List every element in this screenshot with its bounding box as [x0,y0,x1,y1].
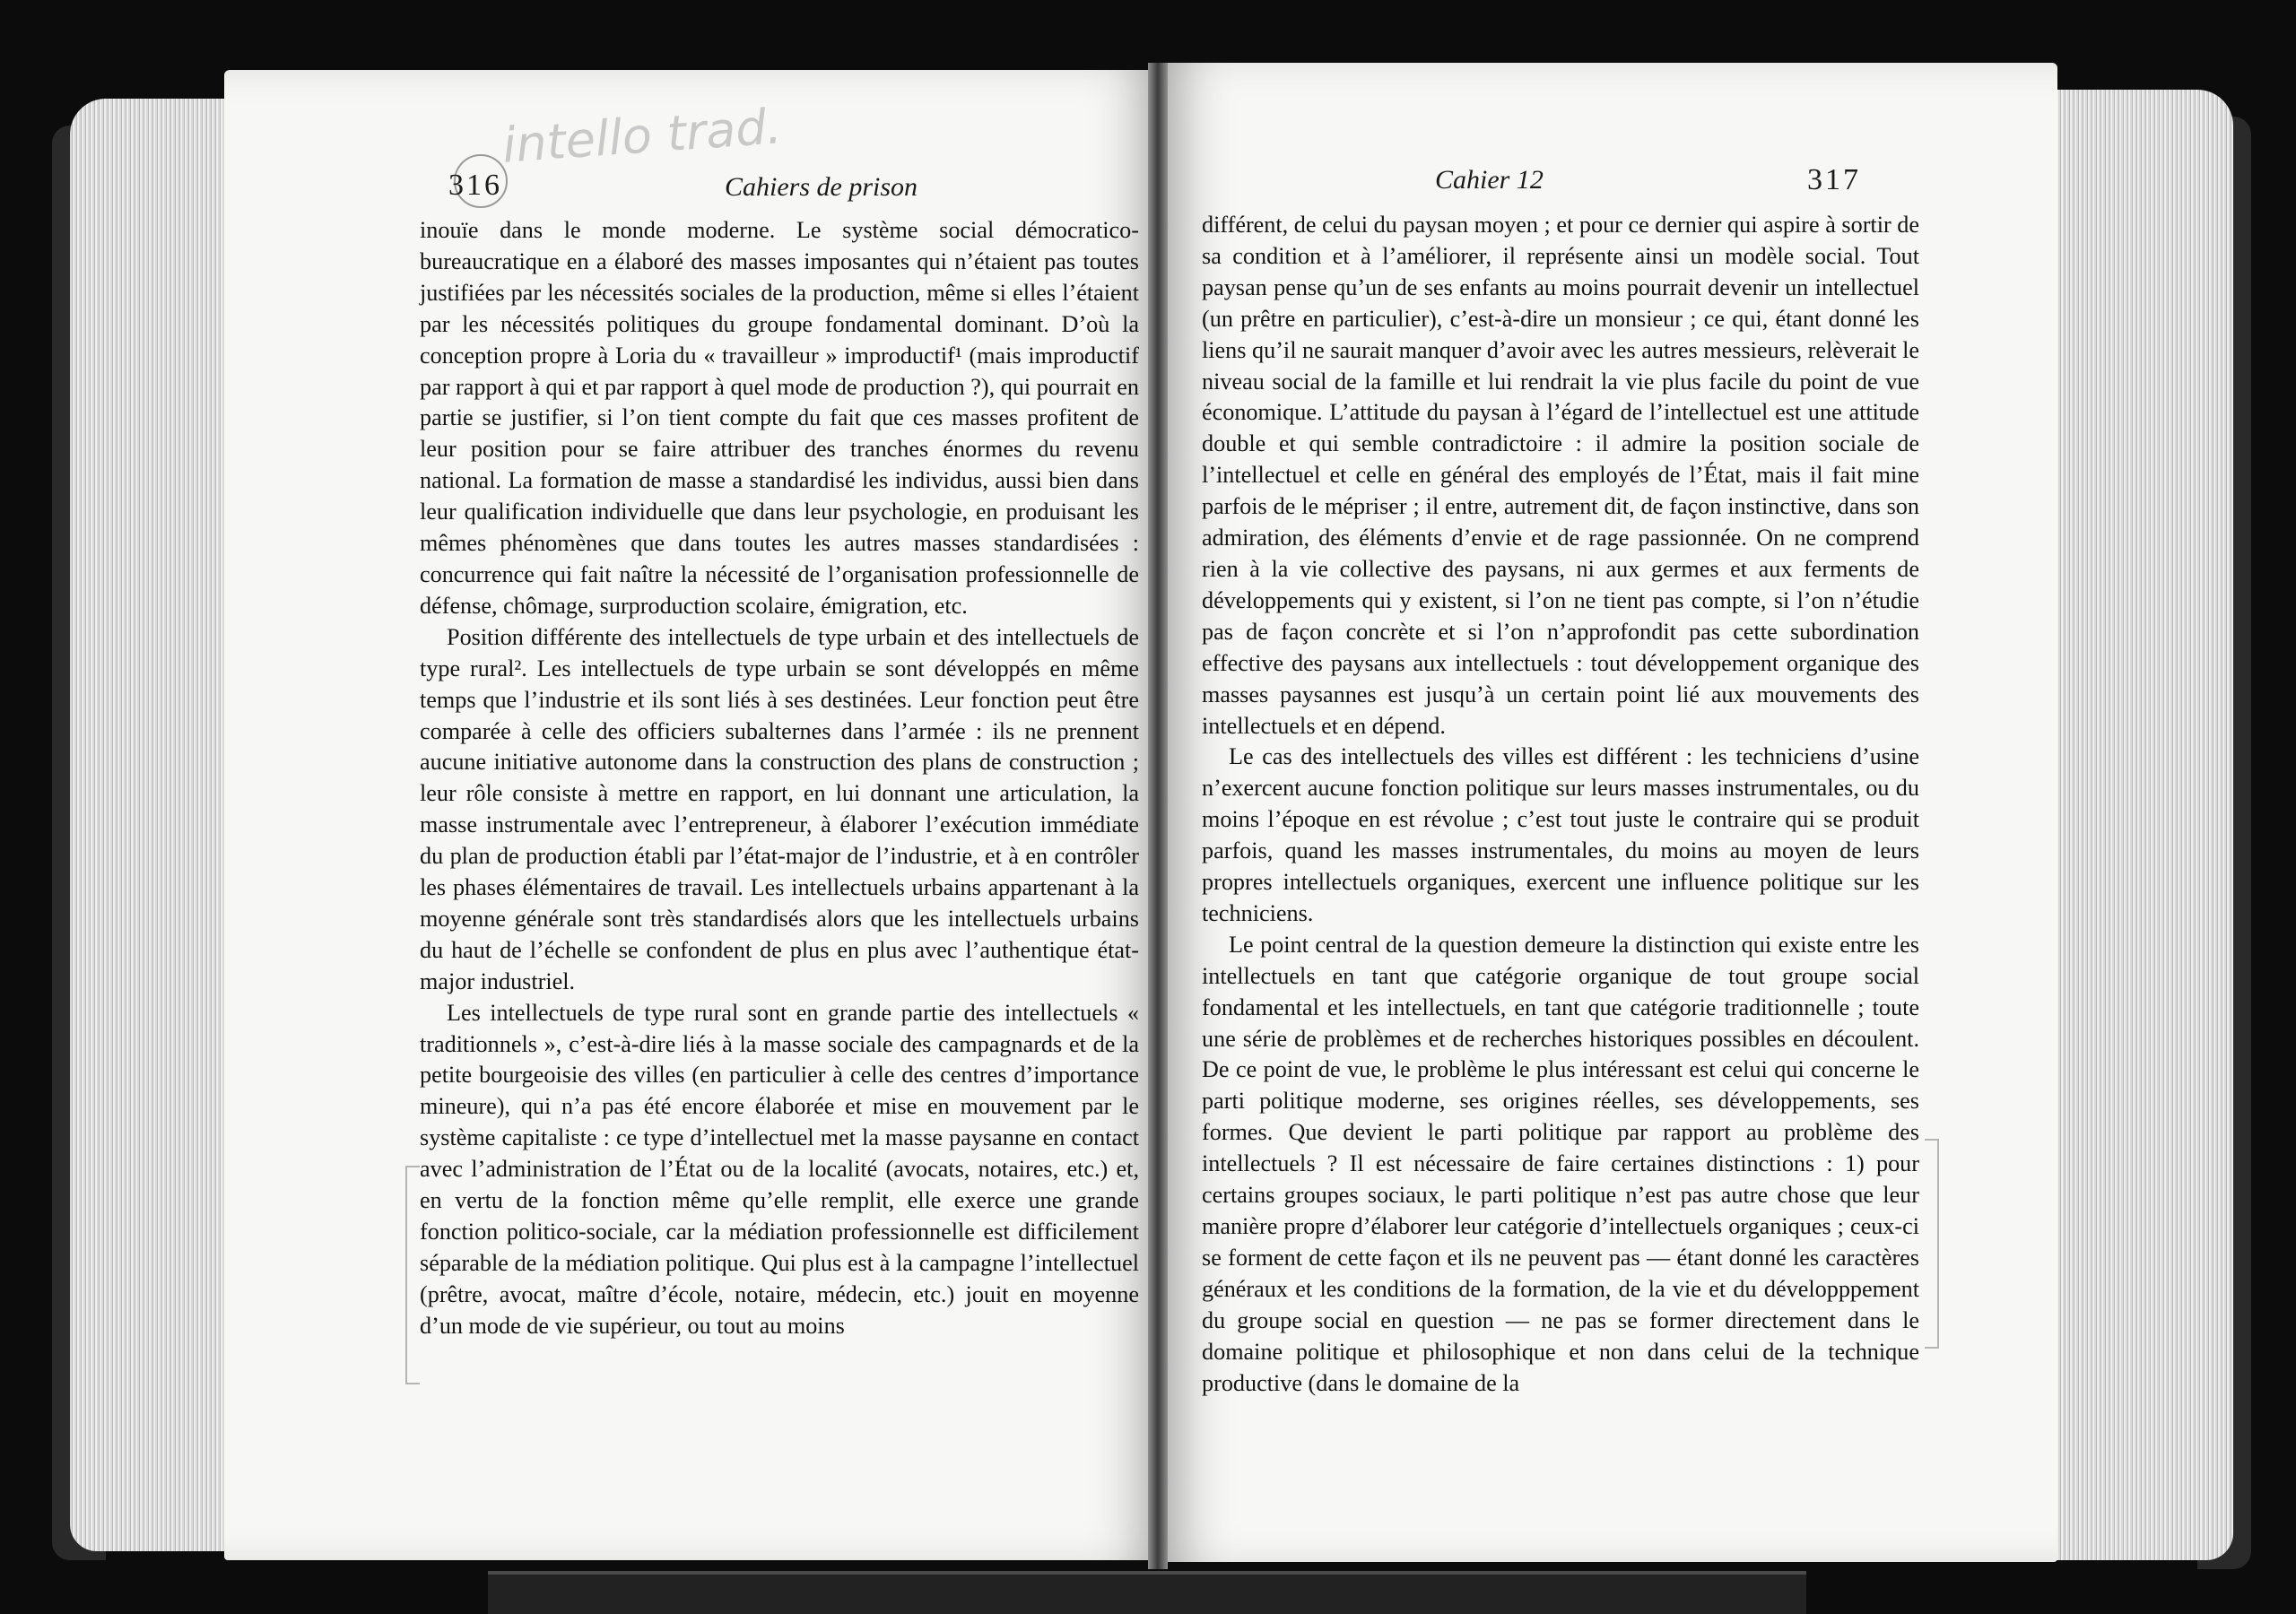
page-edges-right [2054,90,2233,1560]
right-paragraph: Le cas des intellectuels des villes est différent : les techniciens d’usine n’exercent aucune fonction politique sur leurs masses instrumentales, ou du moins l’époque en est révolue ; c’est tout juste le contraire qui se produit parfois, quand les masses instrumentales, du moins au moyen de leurs propres intellectuels organiques, exercent une influence politique sur les techniciens. [1202,743,1919,926]
pencil-margin-note: intello trad. [500,98,784,174]
left-paragraph: Les intellectuels de type rural sont en grande partie des intellectuels « traditionnels », c’est-à-dire liés à la masse sociale des campagnards et de la petite bourgeoisie des villes (en particulier à celle des centres d’importance mineure), qui n’a pas été encore élaborée et mise en mouvement par le système capitaliste : ce type d’intellectuel met la masse paysanne en contact avec l’administration de l’État ou de la localité (avocats, notaires, etc.) et, en vertu de la fonction même qu’elle remplit, elle exerce une grande fonction politico-sociale, car la médiation professionnelle est difficilement séparable de la médiation politique. Qui plus est à la campagne l’intellectuel (prêtre, avocat, maître d’école, notaire, médecin, etc.) jouit en moyenne d’un mode de vie supérieur, ou tout au moins [420,999,1139,1339]
book-gutter [1148,63,1168,1569]
left-running-head: Cahiers de prison [725,172,918,202]
page-edges-left [70,99,231,1551]
right-paragraph: Le point central de la question demeure la distinction qui existe entre les intellectuels en tant que catégorie organique de tout groupe social fondamental et les intellectuels, en tant que catégorie traditionnelle ; toute une série de problèmes et de recherches historiques possibles en découlent. De ce point de vue, le problème le plus intéressant est celui qui concerne le parti politique moderne, ses origines réelles, ses développements, ses formes. Que devient le parti politique par rapport au problème des intellectuels ? Il est nécessaire de faire certaines distinctions : 1) pour certains groupes sociaux, le parti politique n’est pas autre chose que leur manière propre d’élaborer leur catégorie d’intellectuels organiques ; ceux-ci se forment de cette façon et ils ne peuvent pas — étant donné les caractères généraux et les conditions de la formation, de la vie et du développpement du groupe social en question — ne pas se former directement dans le domaine politique et philosophique et non dans celui de la technique productive (dans le domaine de la [1202,931,1919,1396]
right-running-head: Cahier 12 [1435,165,1544,195]
left-paragraph: Position différente des intellectuels de type urbain et des intellectuels de type rural². Les intellectuels de type urbain se sont développés en même temps que l’industrie et ils sont liés à ses destinées. Leur fonction peut être comparée à celle des officiers subalternes dans l’armée : ils ne prennent aucune initiative autonome dans la construction des plans de construction ; leur rôle consiste à mettre en rapport, en lui donnant une articulation, la masse instrumentale avec l’entrepreneur, à élaborer l’exécution immédiate du plan de production établi par l’état-major de l’industrie, et à en contrôler les phases élémentaires de travail. Les intellectuels urbains appartenant à la moyenne générale sont très standardisés alors que les intellectuels urbains du haut de l’échelle se confondent de plus en plus avec l’authentique état-major industriel. [420,623,1139,994]
right-page-body [1202,210,1919,1399]
pencil-bracket-left [405,1166,420,1384]
left-page-body [420,215,1139,1342]
left-page-number: 316 [448,169,502,202]
right-paragraph: différent, de celui du paysan moyen ; et pour ce dernier qui aspire à sortir de sa condition et à l’améliorer, il représente ainsi un modèle social. Tout paysan pense qu’un de ses enfants au moins pourrait devenir un intellectuel (un prêtre en particulier), c’est-à-dire un monsieur ; ce qui, étant donné les liens qu’il ne saurait manquer d’avoir avec les autres messieurs, relèverait le niveau social de la famille et lui rendrait la vie plus facile du point de vue économique. L’attitude du paysan à l’égard de l’intellectuel est une attitude double et qui semble contradictoire : il admire la position sociale de l’intellectuel et celle en général des employés de l’État, mais il fait mine parfois de le mépriser ; il entre, autrement dit, de façon instinctive, dans son admiration, des éléments d’envie et de rage passionnée. On ne comprend rien à la vie collective des paysans, ni aux germes et aux ferments de développements qui y existent, si l’on ne tient pas compte, si l’on n’étudie pas de façon concrète et si l’on n’approfondit pas cette subordination effective des paysans aux intellectuels : tout développement organique des masses paysannes est jusqu’à un certain point lié aux mouvements des intellectuels et en dépend. [1202,212,1919,739]
left-paragraph: inouïe dans le monde moderne. Le système social démocratico-bureaucratique en a élaboré des masses imposantes qui n’étaient pas toutes justifiées par les nécessités sociales de la production, même si elles l’étaient par les nécessités politiques du groupe fondamental dominant. D’où la conception propre à Loria du « travailleur » improductif¹ (mais improductif par rapport à qui et par rapport à quel mode de production ?), qui pourrait en partie se justifier, si l’on tient compte du fait que ces masses profitent de leur position pour se faire attribuer des tranches énormes du revenu national. La formation de masse a standardisé les individus, aussi bien dans leur qualification individuelle que dans leur psychologie, en produisant les mêmes phénomènes que dans toutes les autres masses standardisées : concurrence qui fait naître la nécessité de l’organisation professionnelle de défense, chômage, surproduction scolaire, émigration, etc. [420,217,1139,619]
pencil-bracket-right [1925,1139,1939,1349]
book-shelf-below [488,1571,1806,1614]
right-page-number: 317 [1807,163,1861,196]
